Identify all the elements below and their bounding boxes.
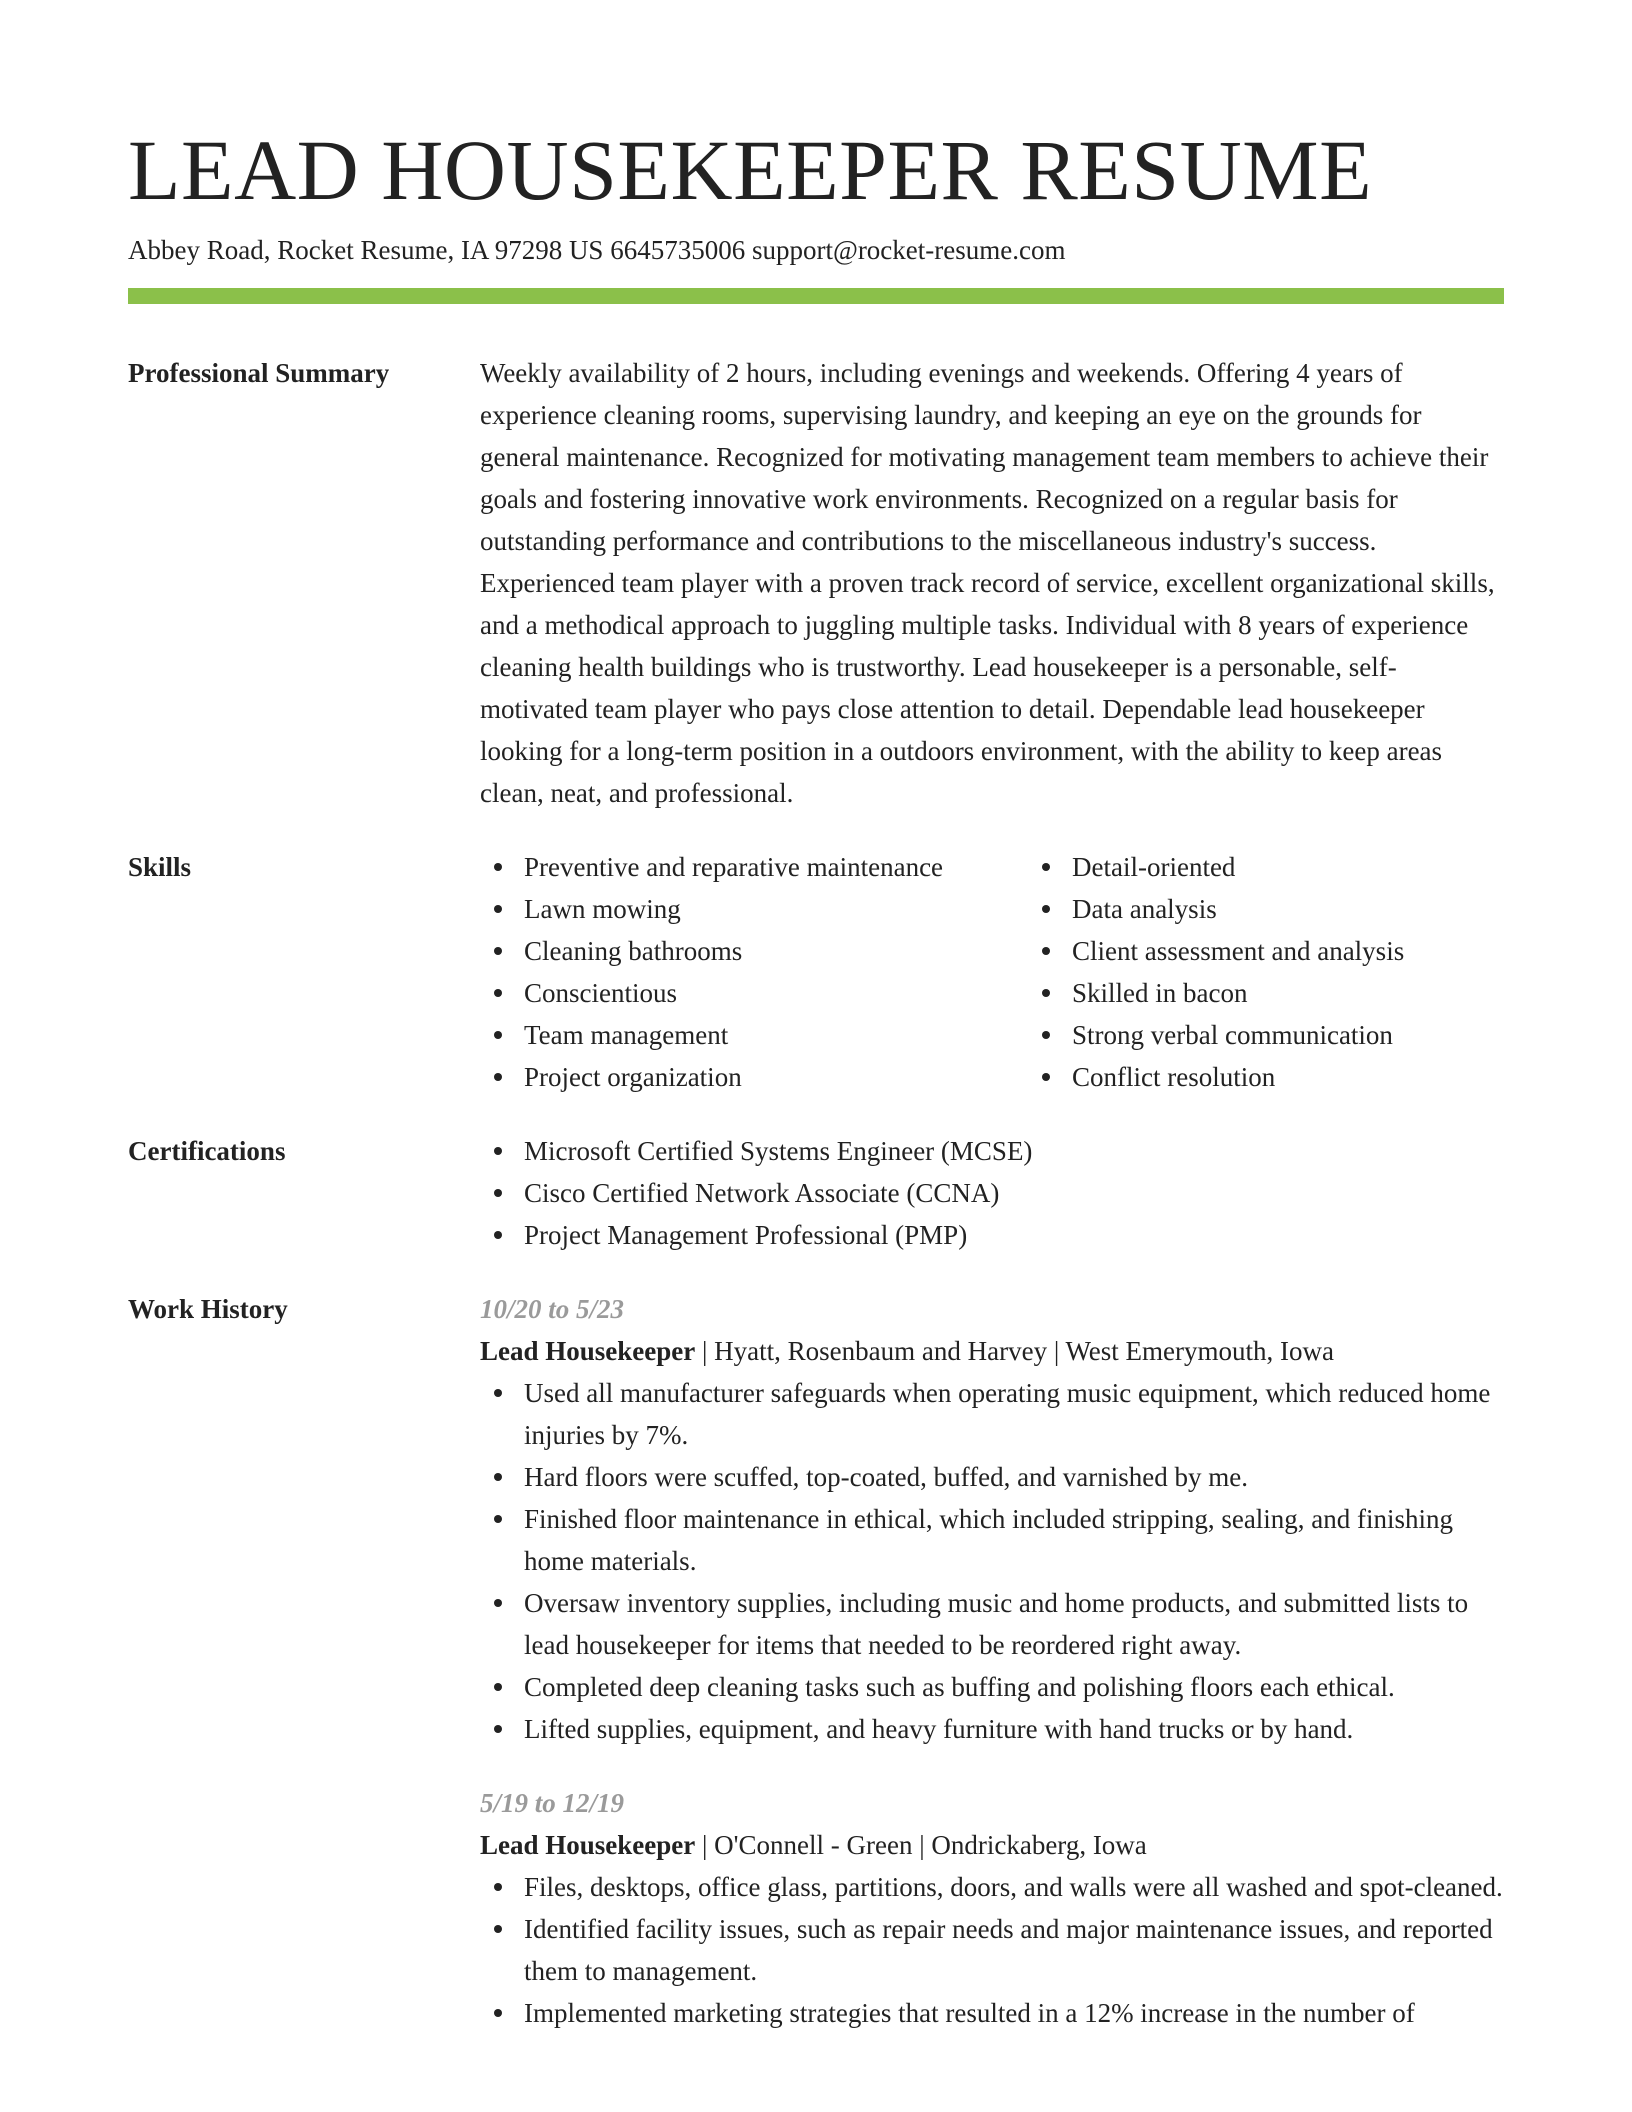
bullet-icon	[494, 1515, 502, 1523]
job-duty-item: Identified facility issues, such as repair needs and major maintenance issues, and reported them to management.	[524, 1908, 1504, 1992]
bullet-icon	[1042, 905, 1050, 913]
skill-item: Strong verbal communication	[1072, 1014, 1504, 1056]
job-duty-item: Hard floors were scuffed, top-coated, buffed, and varnished by me.	[524, 1456, 1504, 1498]
bullet-icon	[494, 1147, 502, 1155]
bullet-icon	[1042, 947, 1050, 955]
bullet-icon	[494, 1725, 502, 1733]
job-heading	[480, 1330, 1504, 1372]
skill-item: Conscientious	[524, 972, 1028, 1014]
skill-item: Client assessment and analysis	[1072, 930, 1504, 972]
section-label: Professional Summary	[128, 358, 390, 388]
job-employer-location: | O'Connell - Green | Ondrickaberg, Iowa	[695, 1830, 1147, 1860]
section-label: Certifications	[128, 1136, 286, 1166]
work-history-section	[128, 1288, 1504, 2034]
professional-summary-section	[128, 352, 1504, 814]
certifications-body	[480, 1130, 1504, 1256]
bullet-icon	[494, 1073, 502, 1081]
certifications-section	[128, 1130, 1504, 1256]
bullet-icon	[494, 863, 502, 871]
skills-columns	[480, 846, 1504, 1098]
certification-item: Microsoft Certified Systems Engineer (MCSE)	[524, 1130, 1504, 1172]
job-duty-item: Lifted supplies, equipment, and heavy furniture with hand trucks or by hand.	[524, 1708, 1504, 1750]
skills-list-right	[1028, 846, 1504, 1098]
job-entry	[480, 1782, 1504, 2034]
bullet-icon	[1042, 1073, 1050, 1081]
job-heading	[480, 1824, 1504, 1866]
bullet-icon	[494, 1031, 502, 1039]
job-employer-location: | Hyatt, Rosenbaum and Harvey | West Emerymouth, Iowa	[695, 1336, 1334, 1366]
section-label: Skills	[128, 852, 192, 882]
skills-list-left	[480, 846, 1028, 1098]
job-duty-item: Oversaw inventory supplies, including music and home products, and submitted lists to lead housekeeper for items that needed to be reordered right away.	[524, 1582, 1504, 1666]
accent-divider	[128, 288, 1504, 304]
skill-item: Skilled in bacon	[1072, 972, 1504, 1014]
resume-page	[128, 120, 1504, 2034]
bullet-icon	[494, 1189, 502, 1197]
job-duties-list	[480, 1866, 1504, 2034]
skill-item: Detail-oriented	[1072, 846, 1504, 888]
job-duty-item: Finished floor maintenance in ethical, which included stripping, sealing, and finishing home materials.	[524, 1498, 1504, 1582]
job-duty-item: Used all manufacturer safeguards when operating music equipment, which reduced home injuries by 7%.	[524, 1372, 1504, 1456]
bullet-icon	[494, 905, 502, 913]
skill-item: Lawn mowing	[524, 888, 1028, 930]
bullet-icon	[494, 1389, 502, 1397]
skill-item: Conflict resolution	[1072, 1056, 1504, 1098]
bullet-icon	[1042, 863, 1050, 871]
job-duty-item: Completed deep cleaning tasks such as buffing and polishing floors each ethical.	[524, 1666, 1504, 1708]
skill-item: Cleaning bathrooms	[524, 930, 1028, 972]
skills-section	[128, 846, 1504, 1098]
bullet-icon	[494, 1231, 502, 1239]
section-label: Work History	[128, 1294, 288, 1324]
certification-item: Project Management Professional (PMP)	[524, 1214, 1504, 1256]
job-entry	[480, 1288, 1504, 1750]
bullet-icon	[494, 1599, 502, 1607]
certification-item: Cisco Certified Network Associate (CCNA)	[524, 1172, 1504, 1214]
skill-item: Team management	[524, 1014, 1028, 1056]
certifications-list	[480, 1130, 1504, 1256]
bullet-icon	[494, 989, 502, 997]
job-dates: 5/19 to 12/19	[480, 1788, 625, 1818]
bullet-icon	[494, 1683, 502, 1691]
bullet-icon	[494, 1473, 502, 1481]
bullet-icon	[1042, 1031, 1050, 1039]
job-duty-item: Implemented marketing strategies that resulted in a 12% increase in the number of	[524, 1992, 1504, 2034]
job-title: Lead Housekeeper	[480, 1830, 696, 1860]
resume-title: LEAD HOUSEKEEPER RESUME	[128, 122, 1373, 218]
bullet-icon	[494, 947, 502, 955]
bullet-icon	[494, 1883, 502, 1891]
job-duties-list	[480, 1372, 1504, 1750]
contact-line: Abbey Road, Rocket Resume, IA 97298 US 6645735006 support@rocket-resume.com	[128, 235, 1066, 265]
work-history-body	[480, 1288, 1504, 2034]
job-duty-item: Files, desktops, office glass, partitions, doors, and walls were all washed and spot-cleaned.	[524, 1866, 1504, 1908]
bullet-icon	[494, 1925, 502, 1933]
skill-item: Data analysis	[1072, 888, 1504, 930]
job-dates: 10/20 to 5/23	[480, 1294, 625, 1324]
bullet-icon	[494, 2009, 502, 2017]
skill-item: Project organization	[524, 1056, 1028, 1098]
skill-item: Preventive and reparative maintenance	[524, 846, 1028, 888]
bullet-icon	[1042, 989, 1050, 997]
job-title: Lead Housekeeper	[480, 1336, 696, 1366]
summary-text: Weekly availability of 2 hours, including evenings and weekends. Offering 4 years of experience cleaning rooms, supervising laundry, and keeping an eye on the grounds for general maintenance. Recognized for motivating management team members to achieve their goals and fostering innovative work environments. Recognized on a regular basis for outstanding performance and contributions to the miscellaneous industry's success. Experienced team player with a proven track record of service, excellent organizational skills, and a methodical approach to juggling multiple tasks. Individual with 8 years of experience cleaning health buildings who is trustworthy. Lead housekeeper is a personable, self-motivated team player who pays close attention to detail. Dependable lead housekeeper looking for a long-term position in a outdoors environment, with the ability to keep areas clean, neat, and professional.	[480, 358, 1495, 808]
